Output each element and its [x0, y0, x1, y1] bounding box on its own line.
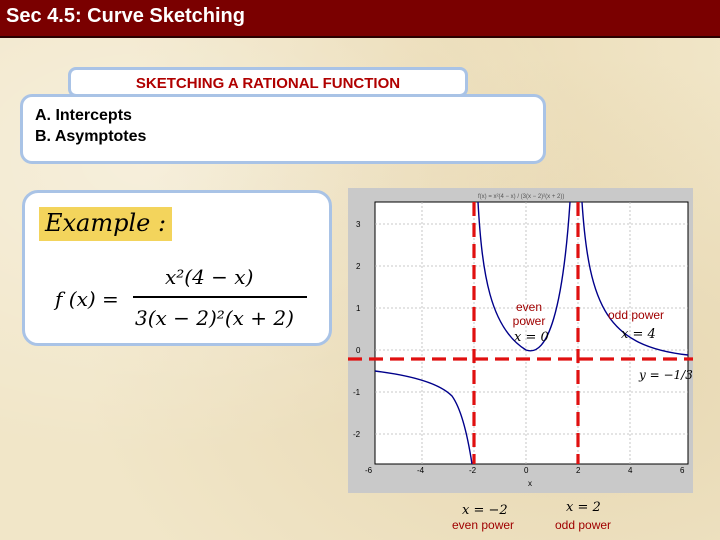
x-tick-label: 2 — [576, 466, 581, 475]
even-power-note: even power — [512, 300, 546, 328]
x-two-label: x = 2 — [566, 500, 601, 515]
y-asymptote-label: y = −1/3 — [639, 368, 693, 382]
x-tick-label: 6 — [680, 466, 685, 475]
x-tick-label: 0 — [524, 466, 529, 475]
steps-box — [20, 94, 546, 164]
y-tick-label: 2 — [356, 262, 361, 271]
subtitle-box — [68, 67, 468, 97]
x-tick-label: -4 — [417, 466, 425, 475]
subtitle-text: SKETCHING A RATIONAL FUNCTION — [135, 75, 401, 92]
function-lhs: f (x) = — [55, 287, 119, 311]
odd-power-note: odd power — [608, 308, 665, 322]
x-neg-two-label: x = −2 — [462, 503, 508, 518]
y-tick-label: 0 — [356, 346, 361, 355]
y-tick-label: 3 — [356, 220, 361, 229]
x-tick-label: -6 — [365, 466, 373, 475]
y-tick-label: 1 — [356, 304, 361, 313]
y-tick-label: -2 — [353, 430, 361, 439]
x-axis-label: x — [528, 479, 532, 488]
step-a: A. Intercepts — [35, 107, 132, 124]
even-power-bottom-note: even power — [452, 518, 515, 532]
example-label: Example : — [39, 207, 172, 241]
x-tick-label: -2 — [469, 466, 477, 475]
function-numerator: x²(4 − x) — [165, 265, 254, 289]
function-graph — [348, 188, 693, 493]
y-tick-label: -1 — [353, 388, 361, 397]
odd-power-bottom-note: odd power — [555, 518, 612, 532]
example-box — [22, 190, 332, 346]
function-denominator: 3(x − 2)²(x + 2) — [135, 306, 294, 330]
step-b: B. Asymptotes — [35, 128, 147, 145]
fraction-bar — [133, 296, 307, 298]
x-zero-label: x = 0 — [514, 330, 549, 345]
slide-title: Sec 4.5: Curve Sketching — [6, 5, 245, 27]
x-four-label: x = 4 — [621, 327, 656, 342]
graph-top-text: f(x) = x²(4 − x) / (3(x − 2)²(x + 2)) — [478, 194, 565, 200]
title-bar — [0, 0, 720, 38]
x-tick-label: 4 — [628, 466, 633, 475]
